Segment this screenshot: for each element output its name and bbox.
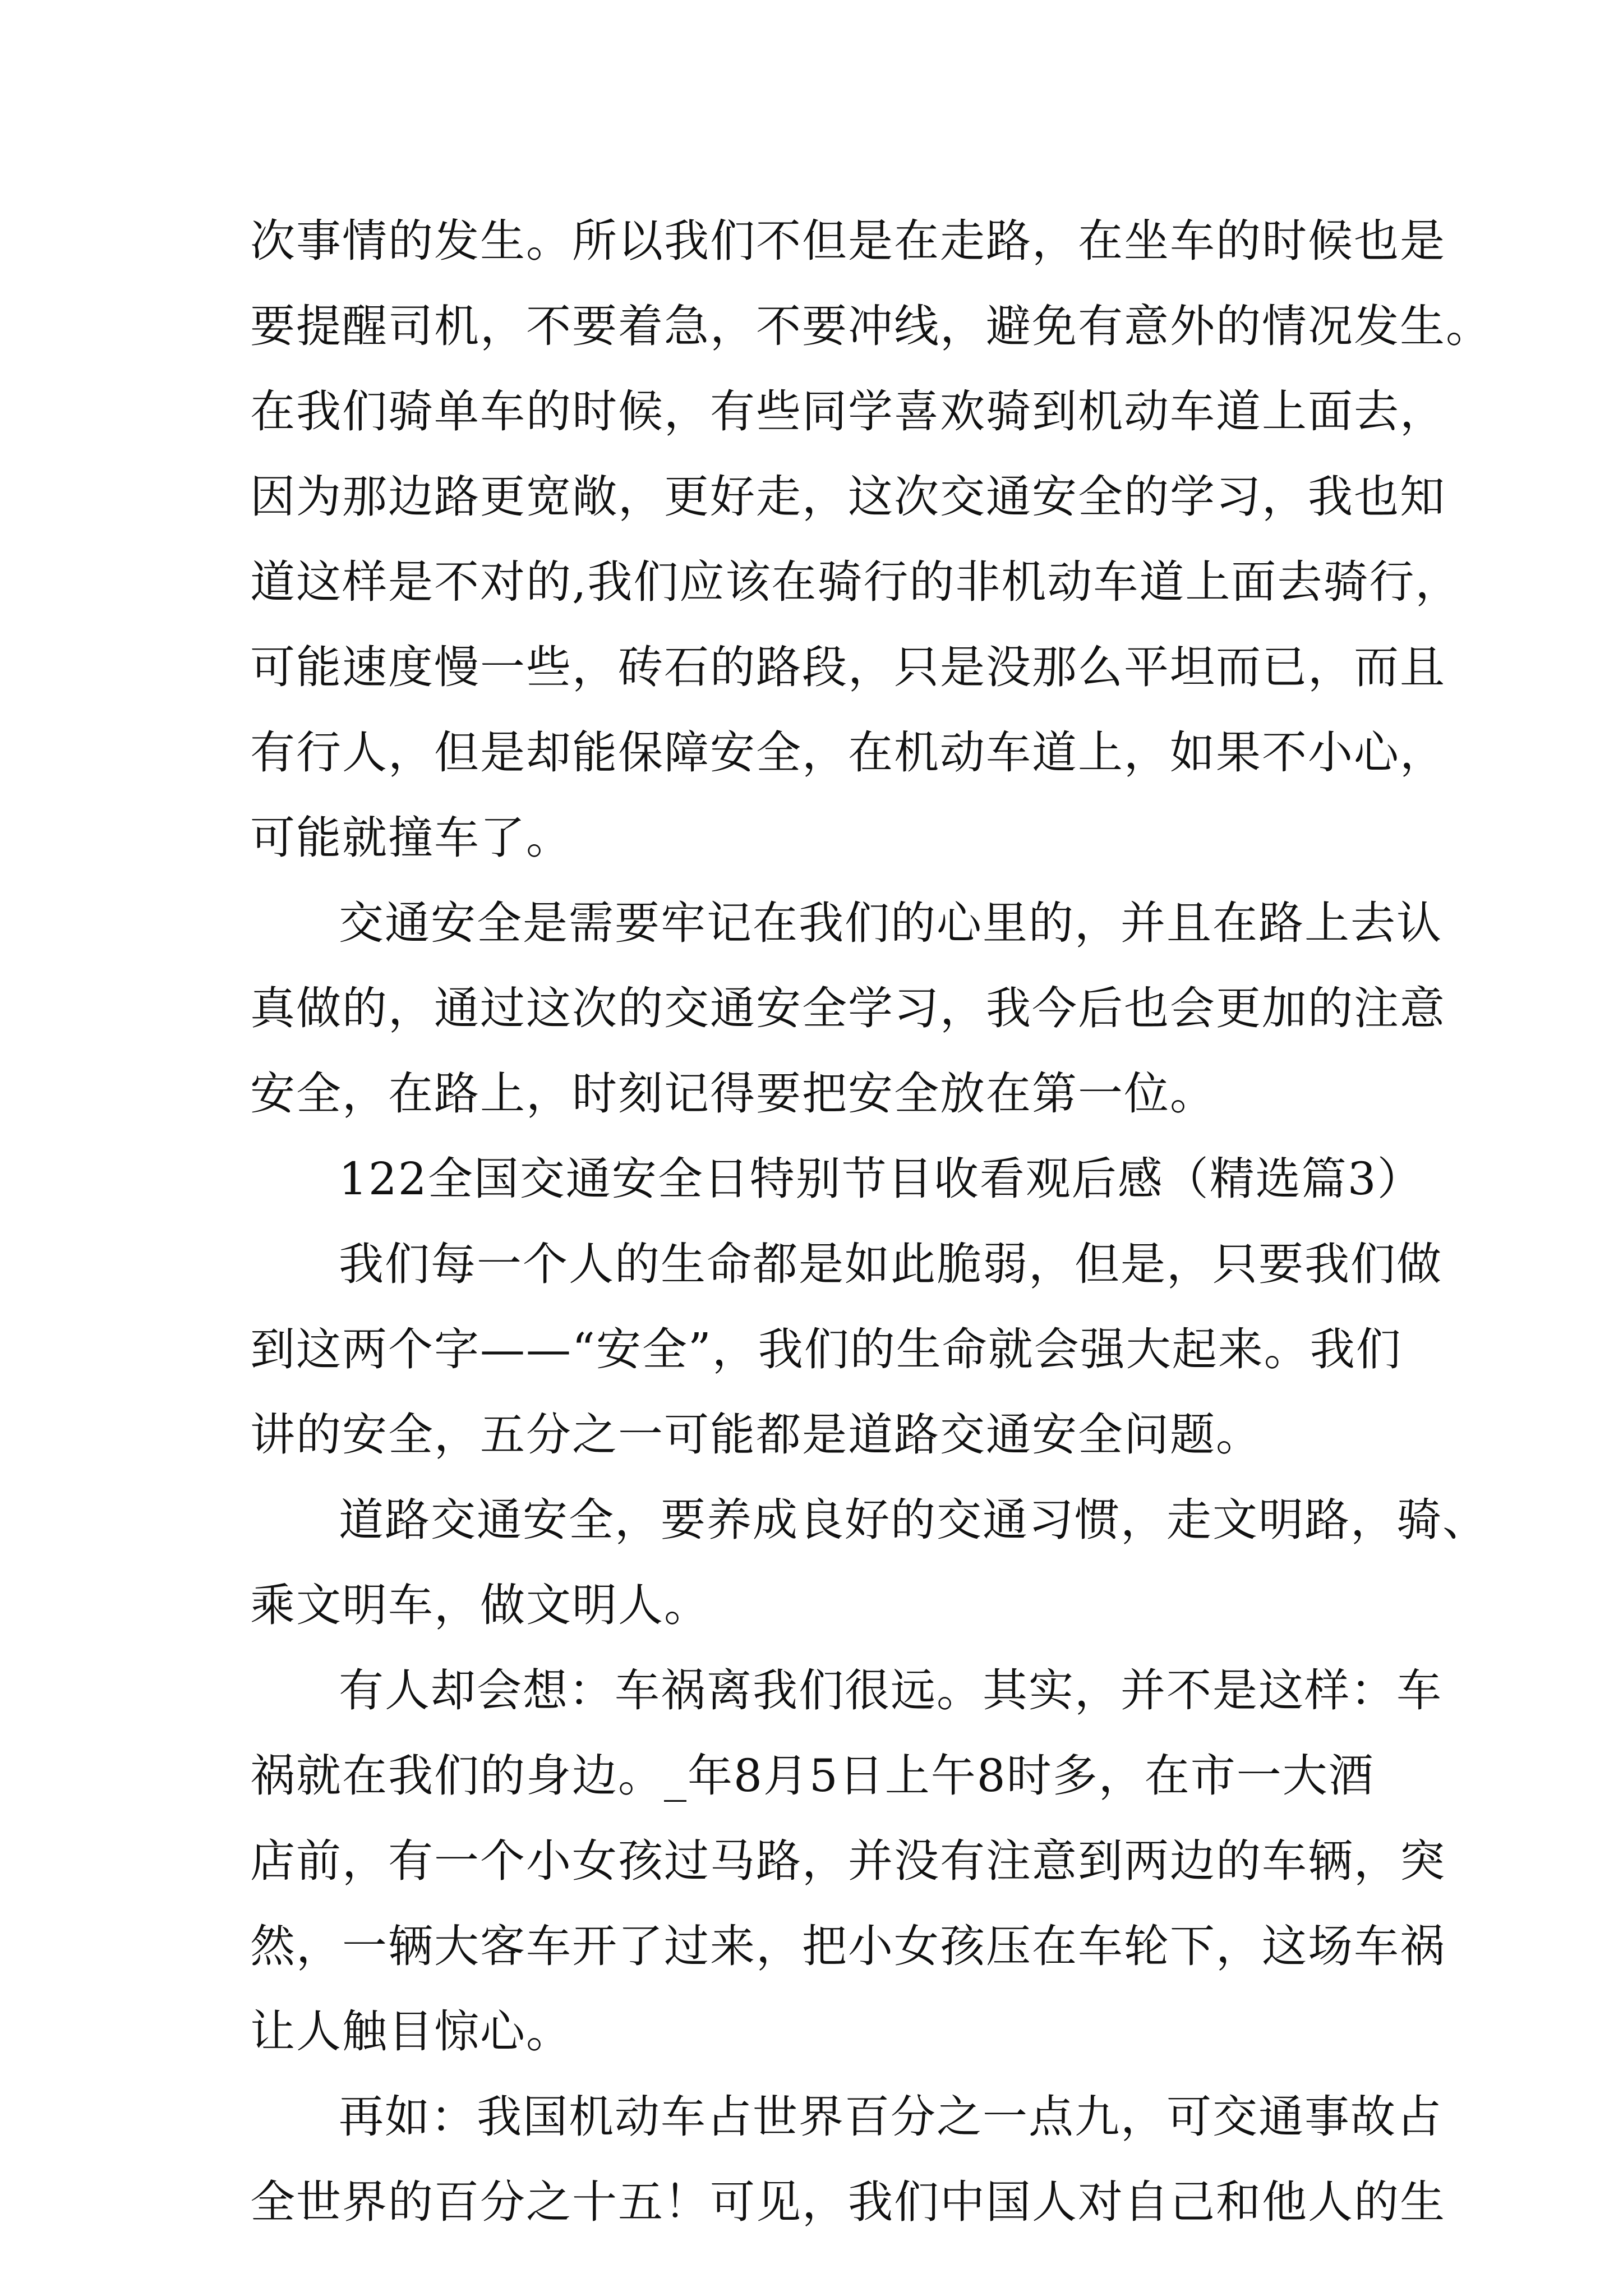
paragraph-line: 在我们骑单车的时候，有些同学喜欢骑到机动车道上面去， (250, 385, 1446, 438)
paragraph-line: 店前，有一个小女孩过马路，并没有注意到两边的车辆，突 (250, 1835, 1446, 1887)
paragraph-line: 道这样是不对的,我们应该在骑行的非机动车道上面去骑行， (250, 556, 1461, 608)
paragraph-line: 然，一辆大客车开了过来，把小女孩压在车轮下，这场车祸 (250, 1920, 1446, 1972)
paragraph-line: 安全，在路上，时刻记得要把安全放在第一位。 (250, 1068, 1216, 1120)
paragraph-line: 要提醒司机，不要着急，不要冲线，避免有意外的情况发生。 (250, 300, 1492, 352)
section-heading: 122全国交通安全日特别节目收看观后感（精选篇3） (339, 1153, 1423, 1205)
paragraph-line: 有人却会想：车祸离我们很远。其实，并不是这样：车 (339, 1664, 1442, 1717)
paragraph-line: 我们每一个人的生命都是如此脆弱，但是，只要我们做 (339, 1238, 1442, 1290)
paragraph-line: 有行人，但是却能保障安全，在机动车道上，如果不小心， (250, 726, 1446, 779)
paragraph-line: 次事情的发生。所以我们不但是在走路，在坐车的时候也是 (250, 215, 1446, 267)
paragraph-line: 让人触目惊心。 (250, 2005, 572, 2058)
paragraph-line: 真做的，通过这次的交通安全学习，我今后也会更加的注意 (250, 982, 1446, 1034)
paragraph-line: 因为那边路更宽敞，更好走，这次交通安全的学习，我也知 (250, 471, 1446, 523)
paragraph-line: 可能速度慢一些，砖石的路段，只是没那么平坦而已，而且 (250, 641, 1446, 693)
paragraph-line: 全世界的百分之十五！可见，我们中国人对自己和他人的生 (250, 2176, 1446, 2228)
paragraph-line: 乘文明车，做文明人。 (250, 1579, 710, 1631)
paragraph-line: 到这两个字——“安全”，我们的生命就会强大起来。我们 (250, 1323, 1402, 1375)
paragraph-line: 再如：我国机动车占世界百分之一点九，可交通事故占 (339, 2091, 1442, 2143)
paragraph-line: 道路交通安全，要养成良好的交通习惯，走文明路，骑、 (339, 1494, 1488, 1546)
paragraph-line: 祸就在我们的身边。_年8月5日上午8时多，在市一大酒 (250, 1750, 1375, 1802)
paragraph-line: 讲的安全，五分之一可能都是道路交通安全问题。 (250, 1409, 1262, 1461)
paragraph-line: 可能就撞车了。 (250, 812, 572, 864)
paragraph-line: 交通安全是需要牢记在我们的心里的，并且在路上去认 (339, 897, 1442, 949)
